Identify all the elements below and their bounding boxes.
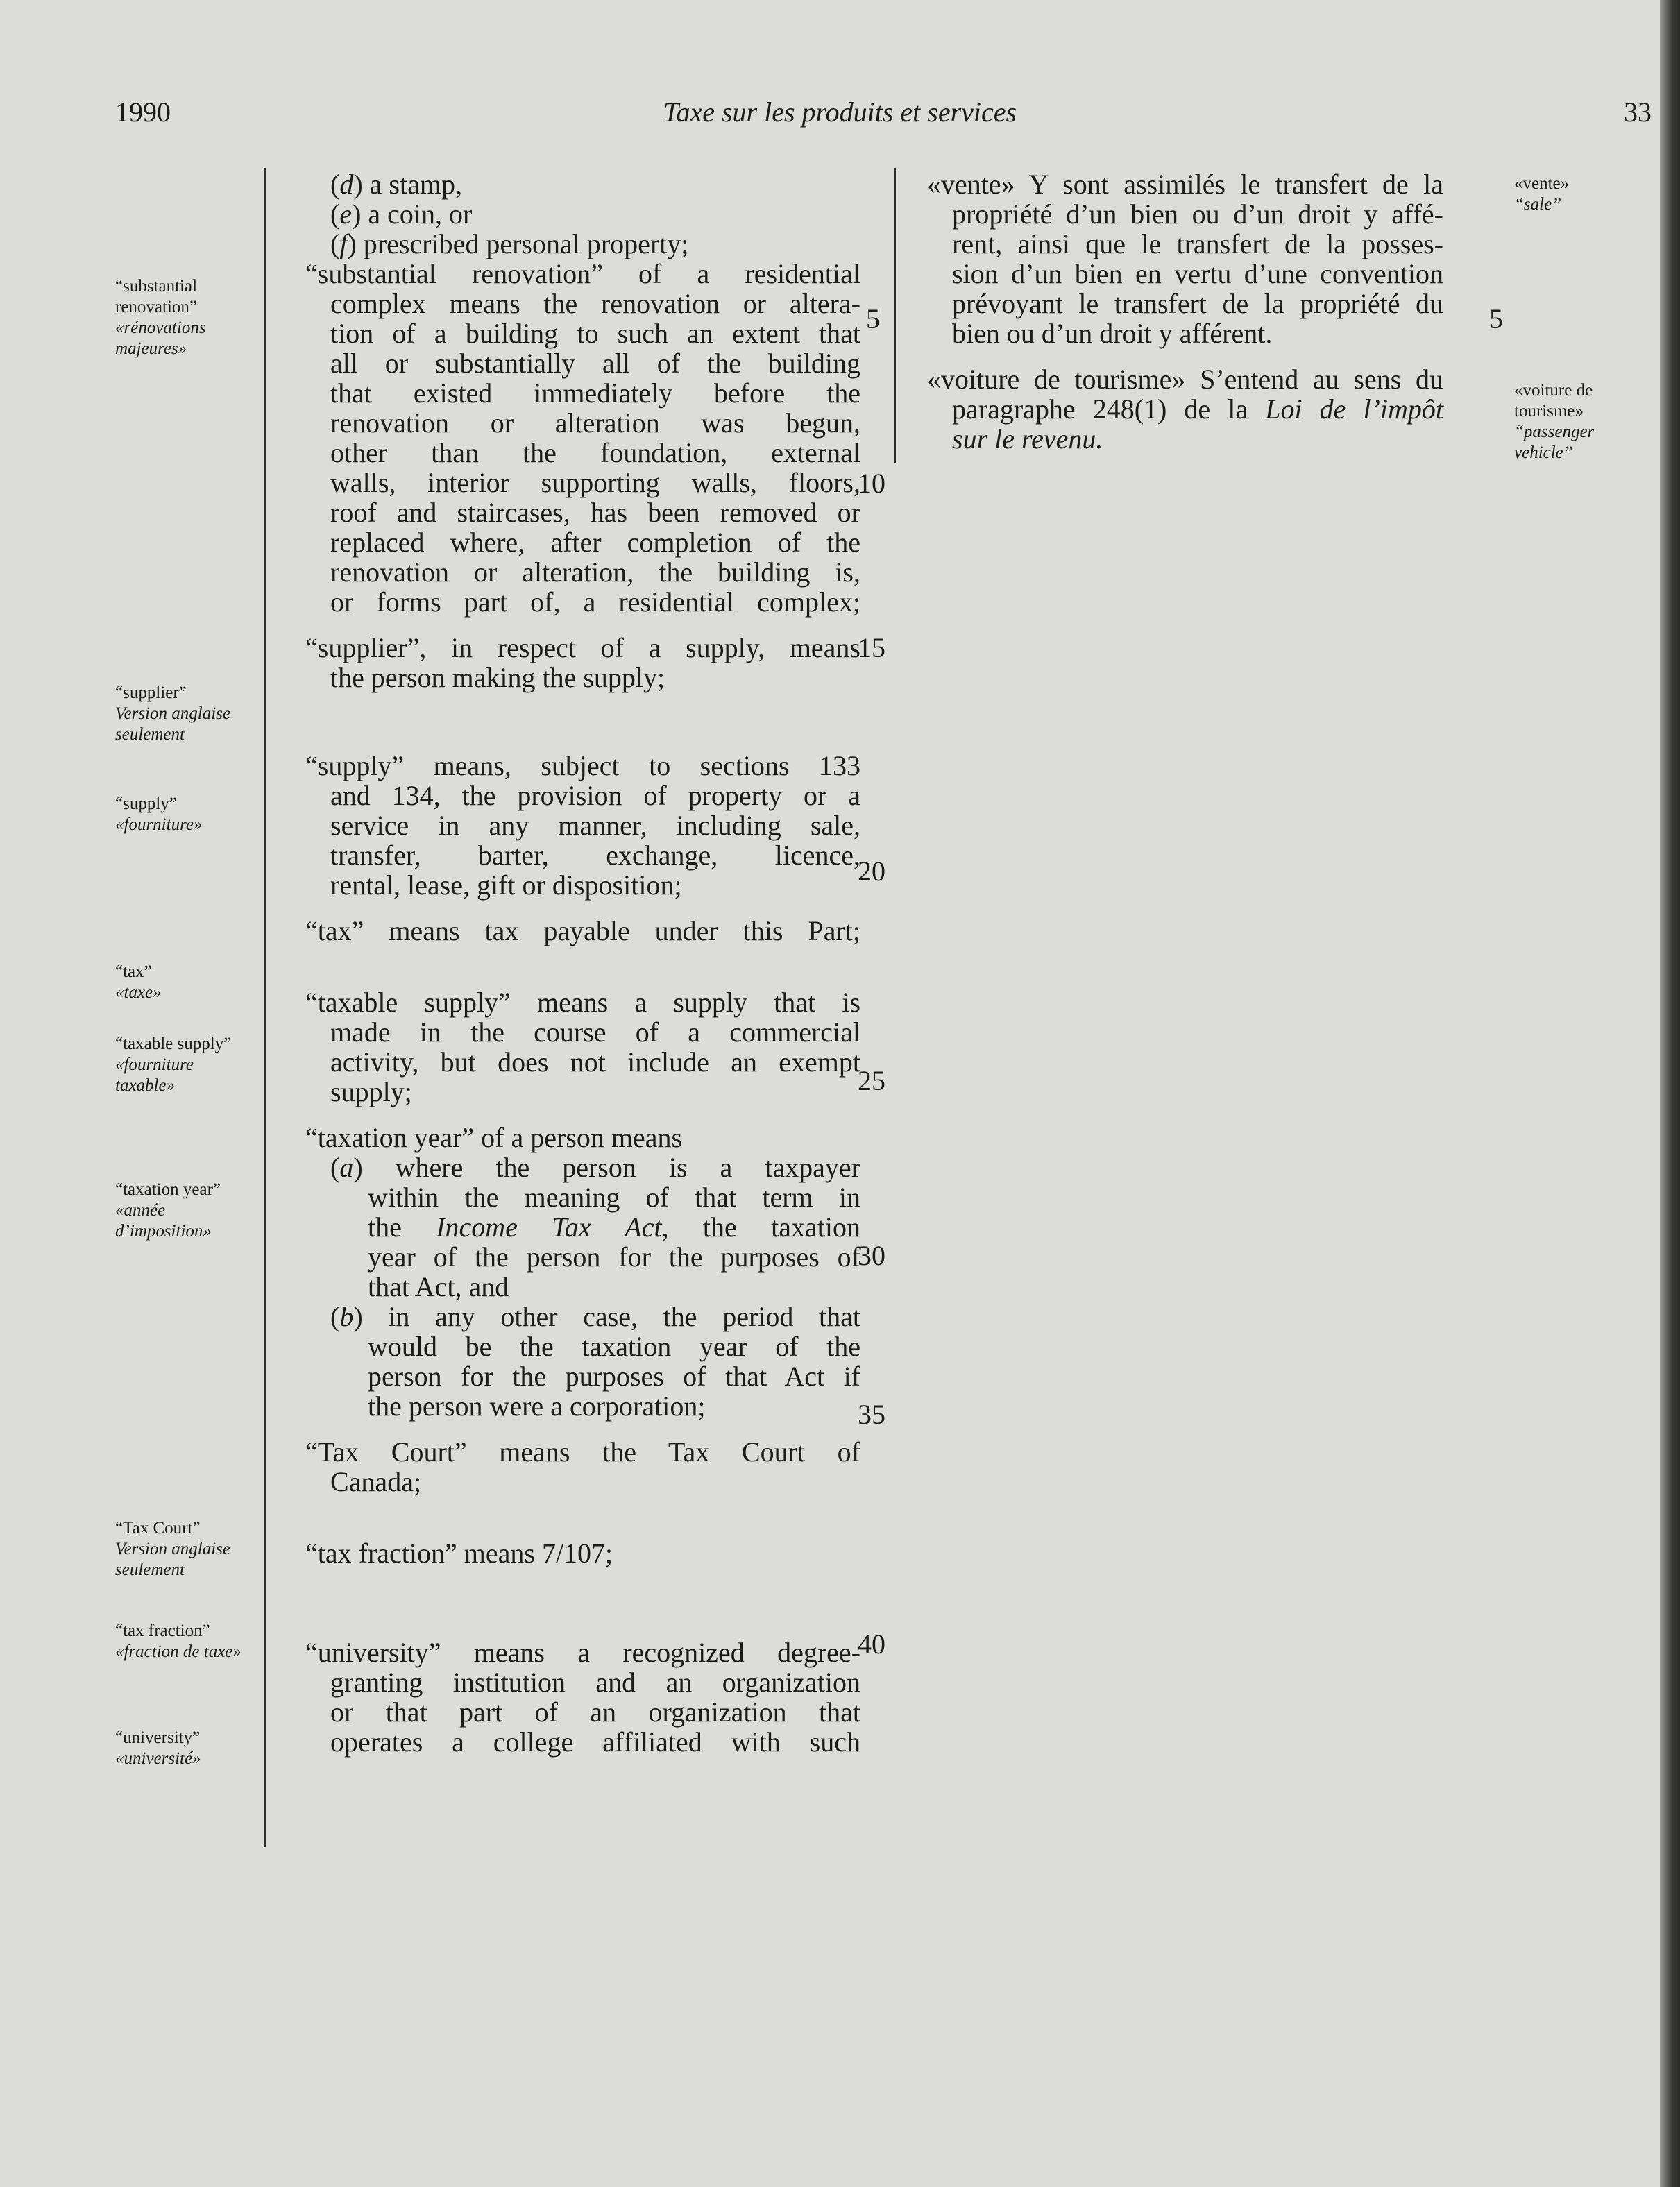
text-line: within the meaning of that term in: [368, 1182, 860, 1213]
page-number: 33: [1624, 96, 1652, 128]
text-line: or that part of an organization that: [330, 1696, 860, 1728]
text-line: roof and staircases, has been removed or: [330, 497, 860, 528]
text-line: «voiture de tourisme» S’entend au sens du: [927, 364, 1443, 395]
margin-note-substantial-renovation: “substantial renovation” «rénovations majeures»: [115, 277, 206, 358]
text-line: propriété d’un bien ou d’un droit y affé-: [952, 198, 1443, 230]
text-line: renovation or alteration was begun,: [330, 407, 860, 439]
page-year: 1990: [115, 96, 171, 128]
text-line: would be the taxation year of the: [368, 1331, 860, 1362]
text-line: paragraphe 248(1) de la Loi de l’impôt: [952, 393, 1443, 425]
text-line: “tax fraction” means 7/107;: [305, 1538, 613, 1569]
text-line: (a) where the person is a taxpayer: [330, 1152, 860, 1183]
text-line: walls, interior supporting walls, floors,: [330, 467, 860, 498]
text-line: prévoyant le transfert de la propriété du: [952, 288, 1443, 319]
text-line: the person making the supply;: [330, 662, 665, 693]
text-line: (b) in any other case, the period that: [330, 1301, 860, 1332]
text-line: “tax” means tax payable under this Part;: [305, 915, 860, 946]
text-line: or forms part of, a residential complex;: [330, 586, 860, 618]
margin-note-university: “university” «université»: [115, 1728, 201, 1768]
line-number: 15: [858, 632, 885, 663]
text-line: replaced where, after completion of the: [330, 527, 860, 558]
text-line: “substantial renovation” of a residential: [305, 258, 860, 289]
text-line: the Income Tax Act, the taxation: [368, 1211, 861, 1243]
text-line: (d) a stamp,: [330, 169, 462, 200]
text-line: rental, lease, gift or disposition;: [330, 869, 682, 901]
text-line: made in the course of a commercial: [330, 1016, 860, 1048]
margin-note-tax-fraction: “tax fraction” «fraction de taxe»: [115, 1622, 241, 1661]
text-line: that existed immediately before the: [330, 377, 860, 409]
text-line: bien ou d’un droit y afférent.: [952, 318, 1273, 349]
running-title: Taxe sur les produits et services: [663, 96, 1017, 128]
line-number: 10: [858, 468, 885, 499]
text-line: “taxation year” of a person means: [305, 1122, 683, 1153]
text-line: (f) prescribed personal property;: [330, 228, 689, 259]
text-line: Canada;: [330, 1466, 422, 1497]
margin-note-supplier: “supplier” Version anglaise seulement: [115, 683, 230, 744]
center-rule: [894, 168, 896, 463]
text-line: (e) a coin, or: [330, 198, 473, 230]
left-margin-rule: [264, 168, 266, 1847]
margin-note-supply: “supply” «fourniture»: [115, 794, 203, 834]
margin-note-taxable-supply: “taxable supply” «fourniture taxable»: [115, 1035, 232, 1095]
text-line: year of the person for the purposes of: [368, 1241, 860, 1273]
margin-note-vente: «vente» “sale”: [1514, 174, 1570, 214]
text-line: «vente» Y sont assimilés le transfert de la: [927, 169, 1443, 200]
text-line: “supply” means, subject to sections 133: [305, 750, 860, 781]
line-number: 20: [858, 856, 885, 887]
margin-note-tax: “tax” «taxe»: [115, 962, 162, 1002]
text-line: “taxable supply” means a supply that is: [305, 987, 860, 1018]
text-line: other than the foundation, external: [330, 437, 860, 468]
margin-note-tax-court: “Tax Court” Version anglaise seulement: [115, 1519, 230, 1579]
left-column-text: [305, 169, 860, 1757]
margin-note-taxation-year: “taxation year” «année d’imposition»: [115, 1180, 221, 1241]
text-line: the person were a corporation;: [368, 1390, 706, 1422]
text-line: sur le revenu.: [952, 423, 1103, 454]
text-line: tion of a building to such an extent that: [330, 318, 860, 349]
page-edge-shadow: [1660, 0, 1680, 2187]
line-number: 5: [1489, 303, 1503, 334]
margin-note-voiture-de-tourisme: «voiture de tourisme» “passenger vehicle”: [1514, 381, 1595, 462]
text-line: “supplier”, in respect of a supply, means: [305, 632, 860, 663]
text-line: transfer, barter, exchange, licence,: [330, 840, 860, 871]
right-column-text: [927, 169, 1443, 454]
text-line: that Act, and: [368, 1271, 509, 1302]
text-line: and 134, the provision of property or a: [330, 780, 860, 811]
text-line: service in any manner, including sale,: [330, 810, 860, 841]
text-line: supply;: [330, 1076, 412, 1107]
text-line: activity, but does not include an exempt: [330, 1046, 860, 1078]
line-number: 5: [866, 303, 880, 334]
text-line: all or substantially all of the building: [330, 348, 860, 379]
line-number: 30: [858, 1240, 885, 1271]
text-line: operates a college affiliated with such: [330, 1726, 860, 1758]
text-line: complex means the renovation or altera-: [330, 288, 860, 319]
line-number: 40: [858, 1628, 885, 1660]
text-line: granting institution and an organization: [330, 1667, 860, 1698]
text-line: rent, ainsi que le transfert de la posses-: [952, 228, 1443, 259]
line-number: 35: [858, 1399, 885, 1430]
text-line: sion d’un bien en vertu d’une convention: [952, 258, 1443, 289]
text-line: “Tax Court” means the Tax Court of: [305, 1436, 860, 1467]
text-line: person for the purposes of that Act if: [368, 1361, 860, 1392]
text-line: renovation or alteration, the building is,: [330, 556, 860, 588]
line-number: 25: [858, 1065, 885, 1096]
text-line: “university” means a recognized degree-: [305, 1637, 860, 1668]
